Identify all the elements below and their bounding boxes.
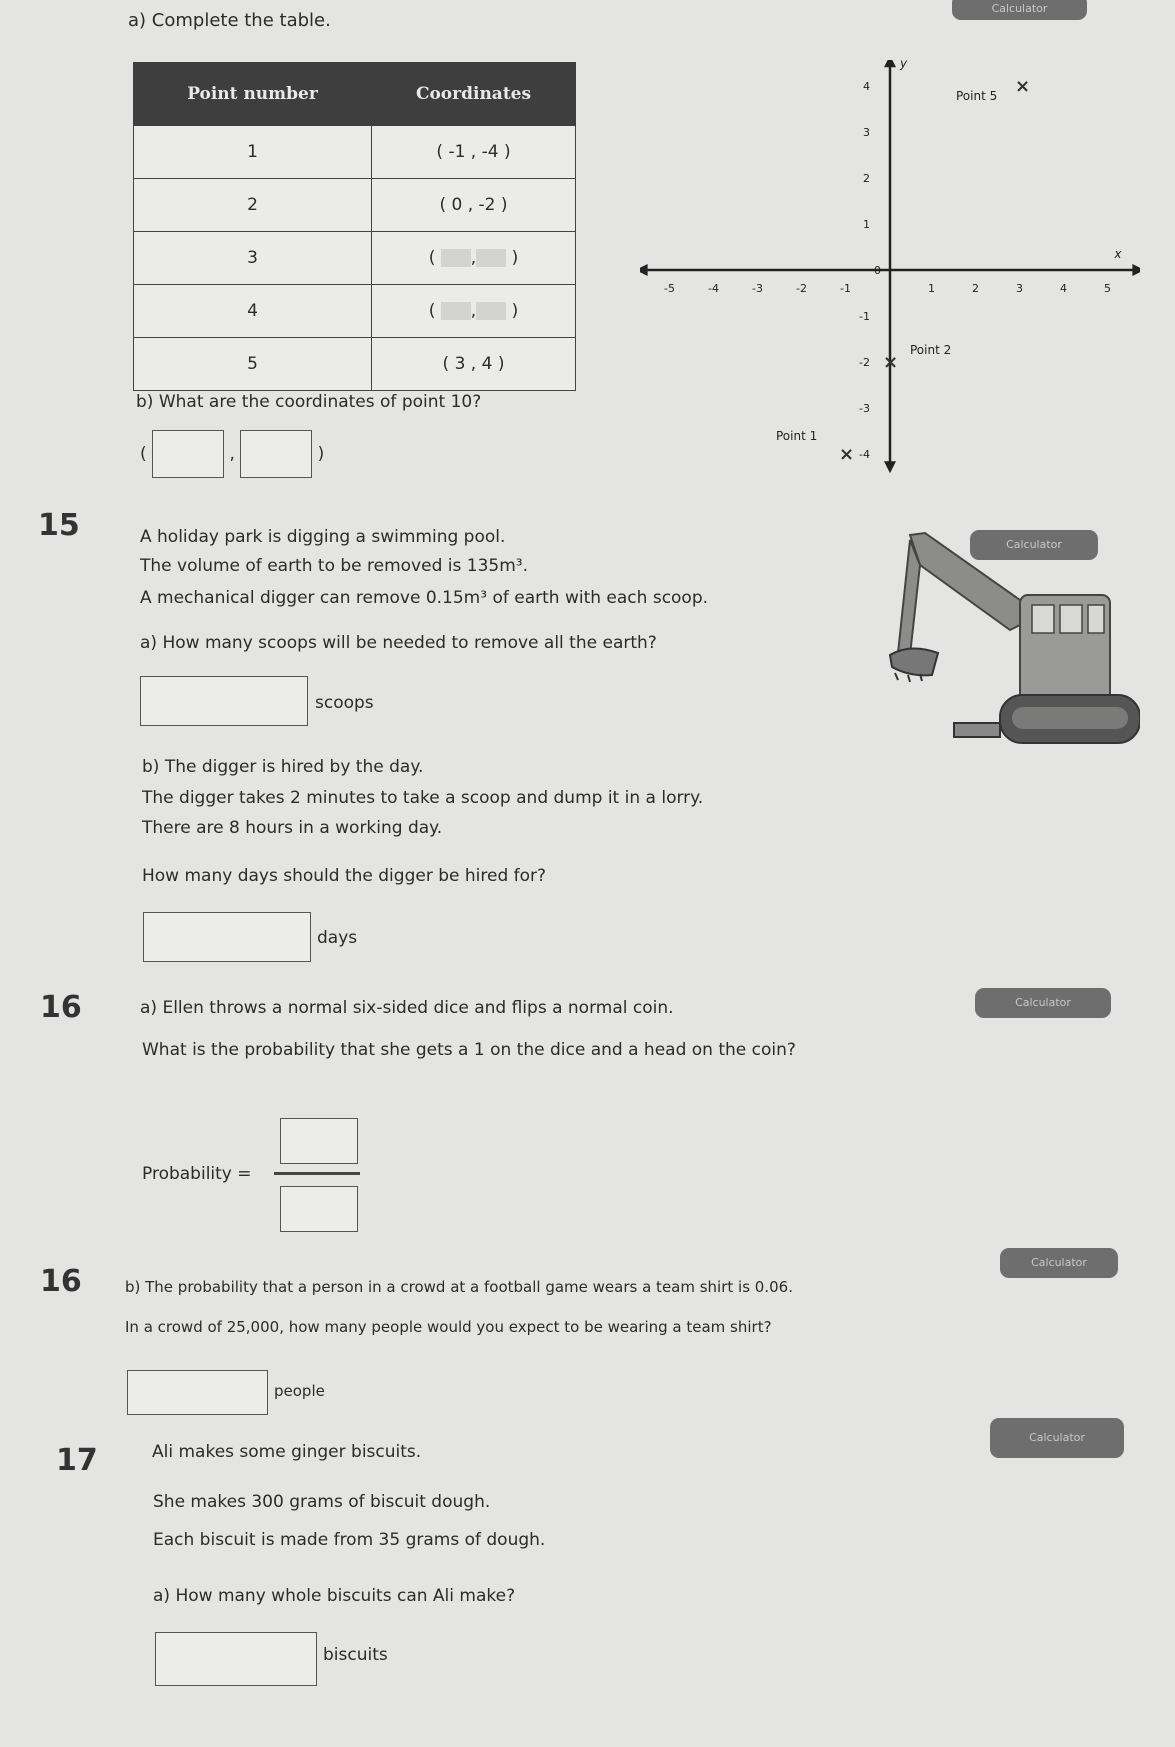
question-number-15: 15 xyxy=(38,508,80,543)
x-tick-label: 5 xyxy=(1104,282,1111,295)
calculator-badge-q16b: Calculator xyxy=(1000,1248,1118,1278)
open-paren: ( xyxy=(428,301,436,321)
x-tick-label: -4 xyxy=(708,282,719,295)
days-unit-label: days xyxy=(317,928,358,948)
probability-label: Probability = xyxy=(142,1164,252,1184)
point-marker: × xyxy=(883,352,899,373)
q17-line-1: Ali makes some ginger biscuits. xyxy=(152,1442,422,1462)
comma: , xyxy=(229,444,235,464)
digger-illustration xyxy=(880,525,1140,755)
x-axis-arrow-right xyxy=(1132,264,1140,276)
open-paren: ( xyxy=(428,248,436,268)
scoops-answer-input[interactable] xyxy=(140,676,308,726)
q14-part-b-label: b) What are the coordinates of point 10? xyxy=(136,392,482,412)
table-row xyxy=(134,338,576,391)
header-point-number: Point number xyxy=(134,63,372,126)
point-marker: × xyxy=(839,444,855,465)
table-row xyxy=(134,285,576,338)
q17-line-2: She makes 300 grams of biscuit dough. xyxy=(153,1492,491,1512)
coordinates-answer-cell xyxy=(372,285,576,338)
y-tick-label: -3 xyxy=(859,402,870,415)
q15-part-a-question: a) How many scoops will be needed to remove all the earth? xyxy=(140,633,657,653)
point-10-y-input[interactable] xyxy=(240,430,312,478)
x-axis-arrow-left xyxy=(640,264,648,276)
q16a-statement: a) Ellen throws a normal six-sided dice and flips a normal coin. xyxy=(140,998,674,1018)
q15-line-3: A mechanical digger can remove 0.15m³ of earth with each scoop. xyxy=(140,588,709,608)
days-answer-input[interactable] xyxy=(143,912,311,962)
point-number-cell: 2 xyxy=(134,179,372,232)
biscuits-unit-label: biscuits xyxy=(323,1645,388,1665)
point-10-answer xyxy=(140,430,324,478)
x-tick-label: 4 xyxy=(1060,282,1067,295)
q15-part-b-line-3: There are 8 hours in a working day. xyxy=(142,818,443,838)
fraction-bar xyxy=(274,1172,360,1175)
point-2-label: Point 2 xyxy=(910,343,952,357)
close-paren: ) xyxy=(317,444,325,464)
q15-part-b-line-2: The digger takes 2 minutes to take a scoop and dump it in a lorry. xyxy=(142,788,704,808)
point-10-x-input[interactable] xyxy=(152,430,224,478)
y-tick-label: 4 xyxy=(863,80,870,93)
q15-line-1: A holiday park is digging a swimming pool. xyxy=(140,527,506,547)
table-row xyxy=(134,126,576,179)
q16b-statement: b) The probability that a person in a crowd at a football game wears a team shirt is 0.06. xyxy=(125,1278,793,1296)
point-marker: × xyxy=(1015,76,1031,97)
x-tick-label: -5 xyxy=(664,282,675,295)
scoops-unit-label: scoops xyxy=(315,693,374,713)
question-number-17: 17 xyxy=(56,1443,98,1478)
question-number-16a: 16 xyxy=(40,990,82,1025)
calculator-badge-q15: Calculator xyxy=(970,530,1098,560)
q15-part-b-line-1: b) The digger is hired by the day. xyxy=(142,757,424,777)
q16a-question: What is the probability that she gets a 1 on the dice and a head on the coin? xyxy=(142,1040,796,1060)
y-tick-label: 3 xyxy=(863,126,870,139)
y-coordinate-input[interactable] xyxy=(476,302,506,320)
open-paren: ( xyxy=(140,444,147,464)
y-tick-label: 2 xyxy=(863,172,870,185)
y-coordinate-input[interactable] xyxy=(476,249,506,267)
axes xyxy=(640,60,1140,473)
probability-numerator-input[interactable] xyxy=(280,1118,358,1164)
point-number-cell: 5 xyxy=(134,338,372,391)
x-tick-label: 1 xyxy=(928,282,935,295)
coordinates-cell: ( 3 , 4 ) xyxy=(372,338,576,391)
header-coordinates: Coordinates xyxy=(372,63,576,126)
calculator-badge-q16a: Calculator xyxy=(975,988,1111,1018)
y-axis-label: y xyxy=(900,60,908,71)
coordinates-cell: ( -1 , -4 ) xyxy=(372,126,576,179)
q15-part-b-question: How many days should the digger be hired for? xyxy=(142,866,547,886)
comma: , xyxy=(470,248,477,268)
close-paren: ) xyxy=(511,248,519,268)
x-tick-label: -1 xyxy=(840,282,851,295)
table-row xyxy=(134,179,576,232)
x-coordinate-input[interactable] xyxy=(441,249,471,267)
comma: , xyxy=(470,301,477,321)
point-number-cell: 3 xyxy=(134,232,372,285)
q14-part-a-label: a) Complete the table. xyxy=(128,10,331,31)
close-paren: ) xyxy=(511,301,519,321)
point-number-cell: 4 xyxy=(134,285,372,338)
q17-part-a-question: a) How many whole biscuits can Ali make? xyxy=(153,1586,516,1606)
q16b-question: In a crowd of 25,000, how many people would you expect to be wearing a team shirt? xyxy=(125,1318,772,1336)
probability-denominator-input[interactable] xyxy=(280,1186,358,1232)
coordinates-table xyxy=(133,62,576,391)
x-coordinate-input[interactable] xyxy=(441,302,471,320)
coordinate-grid-graph xyxy=(640,60,1140,480)
y-tick-label: -2 xyxy=(859,356,870,369)
x-tick-label: 2 xyxy=(972,282,979,295)
q17-line-3: Each biscuit is made from 35 grams of dough. xyxy=(153,1530,546,1550)
biscuits-answer-input[interactable] xyxy=(155,1632,317,1686)
y-axis-arrow-down xyxy=(884,461,896,473)
calculator-badge-q17: Calculator xyxy=(990,1418,1124,1458)
calculator-badge-top: Calculator xyxy=(952,0,1087,20)
x-axis-label: x xyxy=(1114,247,1122,261)
coordinates-cell: ( 0 , -2 ) xyxy=(372,179,576,232)
point-number-cell: 1 xyxy=(134,126,372,179)
point-1-label: Point 1 xyxy=(776,429,818,443)
x-tick-label: -2 xyxy=(796,282,807,295)
x-tick-label: 3 xyxy=(1016,282,1023,295)
q15-line-2: The volume of earth to be removed is 135m³. xyxy=(140,556,528,576)
x-tick-label: -3 xyxy=(752,282,763,295)
people-unit-label: people xyxy=(274,1382,325,1400)
question-number-16b: 16 xyxy=(40,1264,82,1299)
x-tick-label: 0 xyxy=(874,264,881,277)
y-tick-label: 1 xyxy=(863,218,870,231)
y-tick-label: -4 xyxy=(859,448,870,461)
point-5-label: Point 5 xyxy=(956,89,998,103)
people-answer-input[interactable] xyxy=(127,1370,268,1415)
coordinates-answer-cell xyxy=(372,232,576,285)
table-row xyxy=(134,232,576,285)
y-tick-label: -1 xyxy=(859,310,870,323)
y-axis-arrow-up xyxy=(884,60,896,67)
